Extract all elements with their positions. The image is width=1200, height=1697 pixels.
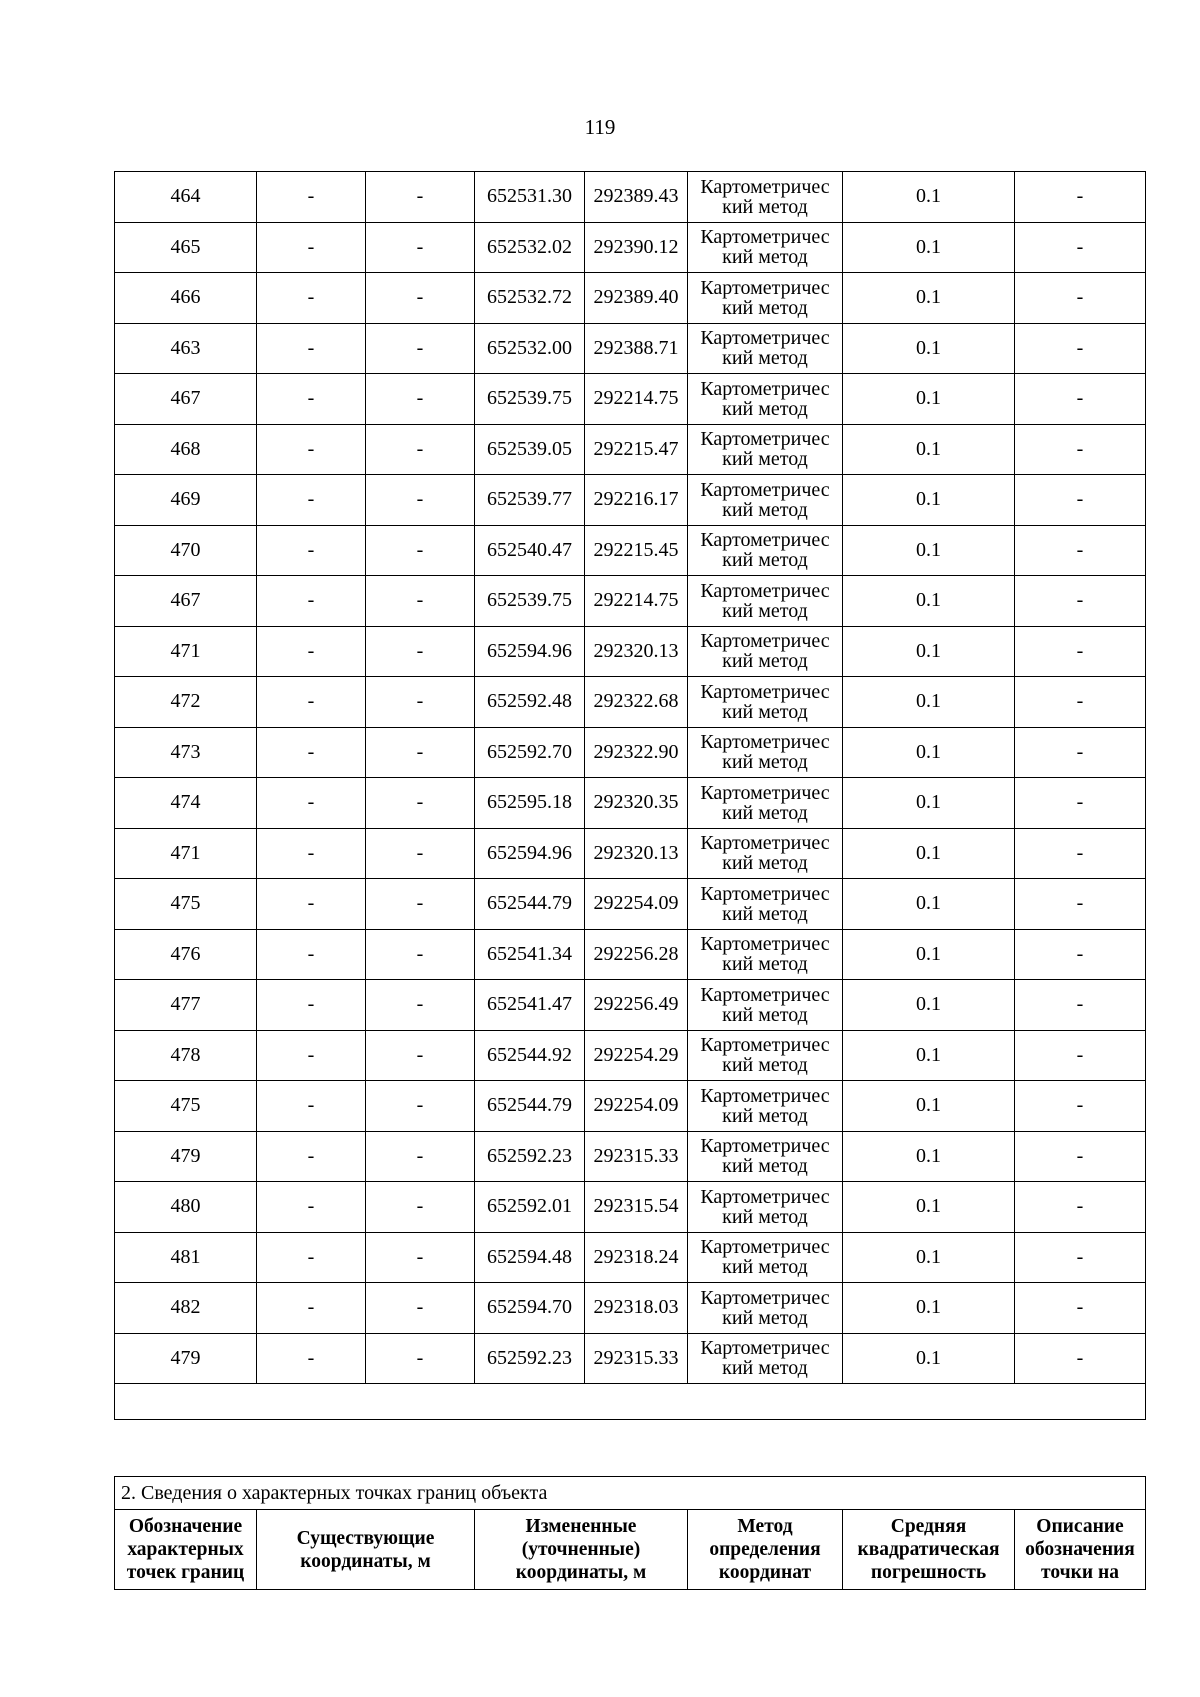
description-cell: -: [1015, 475, 1146, 526]
mean-error-cell: 0.1: [843, 1131, 1015, 1182]
point-number-cell: 467: [115, 374, 257, 425]
description-cell: -: [1015, 677, 1146, 728]
existing-y-cell: -: [366, 576, 475, 627]
new-y-cell: 292322.68: [585, 677, 688, 728]
mean-error-cell: 0.1: [843, 980, 1015, 1031]
header-point-designation-line: точек границ: [126, 1562, 245, 1583]
table-row: [115, 273, 1146, 324]
method-cell: [688, 1131, 843, 1182]
header-point-designation-line: Обозначение: [128, 1516, 243, 1537]
table-row: [115, 1232, 1146, 1283]
method-cell: [688, 1182, 843, 1233]
method-line: кий метод: [722, 1256, 808, 1279]
method-cell: [688, 1030, 843, 1081]
method-cell: [688, 323, 843, 374]
existing-x-cell: -: [257, 677, 366, 728]
table-row: [115, 1030, 1146, 1081]
mean-error-cell: 0.1: [843, 828, 1015, 879]
method-line: кий метод: [722, 1054, 808, 1077]
method-line: кий метод: [722, 296, 808, 319]
mean-error-cell: 0.1: [843, 1283, 1015, 1334]
table-row: [115, 424, 1146, 475]
existing-y-cell: -: [366, 980, 475, 1031]
description-cell: -: [1015, 374, 1146, 425]
method-cell: [688, 626, 843, 677]
mean-error-cell: 0.1: [843, 374, 1015, 425]
mean-error-cell: 0.1: [843, 727, 1015, 778]
header-changed-coordinates: [475, 1510, 688, 1590]
point-number-cell: 467: [115, 576, 257, 627]
table-row: [115, 727, 1146, 778]
header-description: [1015, 1510, 1146, 1590]
existing-y-cell: -: [366, 323, 475, 374]
description-cell: -: [1015, 727, 1146, 778]
new-x-cell: 652532.72: [475, 273, 585, 324]
existing-y-cell: -: [366, 677, 475, 728]
point-number-cell: 475: [115, 1081, 257, 1132]
table-row: [115, 1283, 1146, 1334]
method-line: кий метод: [722, 1104, 808, 1127]
mean-error-cell: 0.1: [843, 1030, 1015, 1081]
point-number-cell: 480: [115, 1182, 257, 1233]
method-line: Картометричес: [700, 1236, 830, 1259]
new-x-cell: 652592.70: [475, 727, 585, 778]
header-description-line: обозначения: [1025, 1539, 1135, 1560]
table-row: [115, 525, 1146, 576]
header-method: [688, 1510, 843, 1590]
existing-x-cell: -: [257, 576, 366, 627]
method-line: Картометричес: [700, 832, 830, 855]
method-line: Картометричес: [700, 1084, 830, 1107]
header-mean-error-line: погрешность: [870, 1562, 987, 1583]
mean-error-cell: 0.1: [843, 1333, 1015, 1384]
existing-y-cell: -: [366, 172, 475, 223]
existing-y-cell: -: [366, 727, 475, 778]
existing-x-cell: -: [257, 475, 366, 526]
new-y-cell: 292254.09: [585, 879, 688, 930]
table-row: [115, 828, 1146, 879]
mean-error-cell: 0.1: [843, 778, 1015, 829]
new-x-cell: 652539.77: [475, 475, 585, 526]
mean-error-cell: 0.1: [843, 1182, 1015, 1233]
method-line: кий метод: [722, 1155, 808, 1178]
table-row: [115, 677, 1146, 728]
method-line: Картометричес: [700, 327, 830, 350]
new-x-cell: 652544.79: [475, 1081, 585, 1132]
description-cell: -: [1015, 1131, 1146, 1182]
point-number-cell: 476: [115, 929, 257, 980]
method-cell: [688, 929, 843, 980]
description-cell: -: [1015, 1283, 1146, 1334]
mean-error-cell: 0.1: [843, 677, 1015, 728]
method-line: Картометричес: [700, 1286, 830, 1309]
description-cell: -: [1015, 1081, 1146, 1132]
method-line: кий метод: [722, 549, 808, 572]
existing-y-cell: -: [366, 778, 475, 829]
point-number-cell: 474: [115, 778, 257, 829]
mean-error-cell: 0.1: [843, 929, 1015, 980]
existing-y-cell: -: [366, 929, 475, 980]
existing-y-cell: -: [366, 222, 475, 273]
mean-error-cell: 0.1: [843, 525, 1015, 576]
method-cell: [688, 1333, 843, 1384]
point-number-cell: 479: [115, 1333, 257, 1384]
method-line: Картометричес: [700, 680, 830, 703]
description-cell: -: [1015, 879, 1146, 930]
new-y-cell: 292388.71: [585, 323, 688, 374]
new-x-cell: 652594.96: [475, 626, 585, 677]
header-point-designation-line: характерных: [127, 1539, 244, 1560]
point-number-cell: 471: [115, 626, 257, 677]
table-row: [115, 222, 1146, 273]
mean-error-cell: 0.1: [843, 172, 1015, 223]
new-x-cell: 652539.75: [475, 576, 585, 627]
existing-x-cell: -: [257, 1283, 366, 1334]
point-number-cell: 481: [115, 1232, 257, 1283]
existing-y-cell: -: [366, 374, 475, 425]
method-line: кий метод: [722, 700, 808, 723]
new-y-cell: 292214.75: [585, 374, 688, 425]
method-line: Картометричес: [700, 1185, 830, 1208]
table-blank-row: [115, 1384, 1146, 1420]
method-cell: [688, 172, 843, 223]
new-x-cell: 652592.23: [475, 1333, 585, 1384]
existing-x-cell: -: [257, 222, 366, 273]
existing-y-cell: -: [366, 1131, 475, 1182]
point-number-cell: 479: [115, 1131, 257, 1182]
method-line: кий метод: [722, 751, 808, 774]
existing-x-cell: -: [257, 374, 366, 425]
method-line: Картометричес: [700, 428, 830, 451]
method-line: Картометричес: [700, 175, 830, 198]
existing-x-cell: -: [257, 1333, 366, 1384]
mean-error-cell: 0.1: [843, 879, 1015, 930]
method-cell: [688, 576, 843, 627]
new-y-cell: 292389.43: [585, 172, 688, 223]
table-row: [115, 1131, 1146, 1182]
existing-x-cell: -: [257, 1232, 366, 1283]
mean-error-cell: 0.1: [843, 475, 1015, 526]
new-y-cell: 292322.90: [585, 727, 688, 778]
new-x-cell: 652592.23: [475, 1131, 585, 1182]
existing-x-cell: -: [257, 424, 366, 475]
header-existing-coordinates-line: Существующие: [296, 1527, 435, 1549]
new-y-cell: 292254.09: [585, 1081, 688, 1132]
new-x-cell: 652594.96: [475, 828, 585, 879]
header-mean-error-line: квадратическая: [857, 1539, 1000, 1560]
method-line: кий метод: [722, 599, 808, 622]
new-y-cell: 292315.54: [585, 1182, 688, 1233]
existing-y-cell: -: [366, 1081, 475, 1132]
existing-x-cell: -: [257, 828, 366, 879]
description-cell: -: [1015, 1232, 1146, 1283]
method-line: Картометричес: [700, 630, 830, 653]
point-number-cell: 464: [115, 172, 257, 223]
new-y-cell: 292315.33: [585, 1333, 688, 1384]
method-line: кий метод: [722, 397, 808, 420]
existing-y-cell: -: [366, 475, 475, 526]
description-cell: -: [1015, 222, 1146, 273]
point-number-cell: 478: [115, 1030, 257, 1081]
new-y-cell: 292320.13: [585, 828, 688, 879]
new-y-cell: 292215.47: [585, 424, 688, 475]
new-y-cell: 292215.45: [585, 525, 688, 576]
method-line: Картометричес: [700, 731, 830, 754]
point-number-cell: 473: [115, 727, 257, 778]
section2-title: 2. Сведения о характерных точках границ объекта: [115, 1477, 1146, 1510]
method-line: кий метод: [722, 1306, 808, 1329]
method-line: кий метод: [722, 448, 808, 471]
mean-error-cell: 0.1: [843, 576, 1015, 627]
existing-y-cell: -: [366, 1182, 475, 1233]
mean-error-cell: 0.1: [843, 1081, 1015, 1132]
method-line: Картометричес: [700, 1135, 830, 1158]
table-row: [115, 879, 1146, 930]
blank-cell: [115, 1384, 1146, 1420]
method-cell: [688, 1081, 843, 1132]
new-x-cell: 652532.02: [475, 222, 585, 273]
point-number-cell: 466: [115, 273, 257, 324]
new-x-cell: 652594.70: [475, 1283, 585, 1334]
mean-error-cell: 0.1: [843, 222, 1015, 273]
description-cell: -: [1015, 828, 1146, 879]
point-number-cell: 471: [115, 828, 257, 879]
method-line: кий метод: [722, 195, 808, 218]
existing-y-cell: -: [366, 424, 475, 475]
existing-x-cell: -: [257, 778, 366, 829]
header-description-line: Описание: [1036, 1516, 1124, 1537]
mean-error-cell: 0.1: [843, 273, 1015, 324]
table-row: [115, 778, 1146, 829]
method-line: Картометричес: [700, 933, 830, 956]
table-row: [115, 980, 1146, 1031]
method-line: кий метод: [722, 801, 808, 824]
method-line: кий метод: [722, 347, 808, 370]
existing-x-cell: -: [257, 980, 366, 1031]
new-y-cell: 292315.33: [585, 1131, 688, 1182]
point-number-cell: 469: [115, 475, 257, 526]
new-y-cell: 292318.24: [585, 1232, 688, 1283]
method-cell: [688, 525, 843, 576]
method-cell: [688, 778, 843, 829]
existing-y-cell: -: [366, 525, 475, 576]
method-cell: [688, 727, 843, 778]
new-y-cell: 292256.28: [585, 929, 688, 980]
description-cell: -: [1015, 273, 1146, 324]
table-row: [115, 929, 1146, 980]
section2-header-row: [115, 1510, 1146, 1590]
point-number-cell: 477: [115, 980, 257, 1031]
new-x-cell: 652531.30: [475, 172, 585, 223]
method-cell: [688, 475, 843, 526]
method-line: кий метод: [722, 1205, 808, 1228]
mean-error-cell: 0.1: [843, 1232, 1015, 1283]
new-x-cell: 652541.34: [475, 929, 585, 980]
point-number-cell: 475: [115, 879, 257, 930]
section2-table: [114, 1476, 1146, 1590]
header-method-line: определения: [709, 1539, 821, 1560]
new-y-cell: 292254.29: [585, 1030, 688, 1081]
coordinates-table: [114, 171, 1146, 1420]
method-line: Картометричес: [700, 1337, 830, 1360]
method-line: Картометричес: [700, 882, 830, 905]
new-y-cell: 292320.35: [585, 778, 688, 829]
description-cell: -: [1015, 1030, 1146, 1081]
method-line: Картометричес: [700, 579, 830, 602]
page-number: 119: [584, 115, 616, 139]
point-number-cell: 468: [115, 424, 257, 475]
new-y-cell: 292216.17: [585, 475, 688, 526]
point-number-cell: 472: [115, 677, 257, 728]
existing-x-cell: -: [257, 525, 366, 576]
existing-x-cell: -: [257, 1182, 366, 1233]
method-line: Картометричес: [700, 276, 830, 299]
existing-x-cell: -: [257, 273, 366, 324]
description-cell: -: [1015, 525, 1146, 576]
description-cell: -: [1015, 980, 1146, 1031]
existing-x-cell: -: [257, 172, 366, 223]
method-line: Картометричес: [700, 1034, 830, 1057]
table-row: [115, 626, 1146, 677]
method-line: Картометричес: [700, 983, 830, 1006]
new-x-cell: 652595.18: [475, 778, 585, 829]
existing-x-cell: -: [257, 323, 366, 374]
mean-error-cell: 0.1: [843, 424, 1015, 475]
point-number-cell: 482: [115, 1283, 257, 1334]
method-line: кий метод: [722, 498, 808, 521]
existing-x-cell: -: [257, 1030, 366, 1081]
description-cell: -: [1015, 929, 1146, 980]
existing-y-cell: -: [366, 828, 475, 879]
method-line: кий метод: [722, 650, 808, 673]
method-line: Картометричес: [700, 781, 830, 804]
description-cell: -: [1015, 626, 1146, 677]
coordinates-table-body: [115, 172, 1146, 1420]
existing-x-cell: -: [257, 879, 366, 930]
new-x-cell: 652594.48: [475, 1232, 585, 1283]
header-mean-error: [843, 1510, 1015, 1590]
method-cell: [688, 273, 843, 324]
new-y-cell: 292390.12: [585, 222, 688, 273]
method-line: Картометричес: [700, 377, 830, 400]
method-line: кий метод: [722, 953, 808, 976]
new-y-cell: 292214.75: [585, 576, 688, 627]
table-row: [115, 576, 1146, 627]
description-cell: -: [1015, 1182, 1146, 1233]
method-line: Картометричес: [700, 529, 830, 552]
method-cell: [688, 828, 843, 879]
header-existing-coordinates: [257, 1510, 475, 1590]
new-x-cell: 652540.47: [475, 525, 585, 576]
point-number-cell: 463: [115, 323, 257, 374]
method-line: Картометричес: [700, 478, 830, 501]
existing-x-cell: -: [257, 1081, 366, 1132]
new-y-cell: 292318.03: [585, 1283, 688, 1334]
new-x-cell: 652532.00: [475, 323, 585, 374]
header-changed-coordinates-line: (уточненные): [521, 1539, 641, 1560]
mean-error-cell: 0.1: [843, 626, 1015, 677]
header-method-line: Метод: [737, 1516, 793, 1537]
existing-x-cell: -: [257, 929, 366, 980]
method-cell: [688, 1232, 843, 1283]
description-cell: -: [1015, 172, 1146, 223]
mean-error-cell: 0.1: [843, 323, 1015, 374]
new-x-cell: 652541.47: [475, 980, 585, 1031]
header-mean-error-line: Средняя: [890, 1516, 967, 1537]
method-cell: [688, 222, 843, 273]
new-x-cell: 652544.92: [475, 1030, 585, 1081]
new-x-cell: 652539.75: [475, 374, 585, 425]
new-y-cell: 292320.13: [585, 626, 688, 677]
point-number-cell: 470: [115, 525, 257, 576]
header-changed-coordinates-line: Измененные: [525, 1516, 637, 1537]
section2-title-row: [115, 1477, 1146, 1510]
method-cell: [688, 1283, 843, 1334]
header-existing-coordinates-line: координаты, м: [300, 1550, 431, 1572]
existing-x-cell: -: [257, 1131, 366, 1182]
new-x-cell: 652592.48: [475, 677, 585, 728]
existing-y-cell: -: [366, 273, 475, 324]
table-row: [115, 172, 1146, 223]
table-row: [115, 1081, 1146, 1132]
header-changed-coordinates-line: координаты, м: [515, 1562, 647, 1583]
table-row: [115, 374, 1146, 425]
method-line: кий метод: [722, 902, 808, 925]
header-method-line: координат: [718, 1562, 812, 1583]
method-cell: [688, 980, 843, 1031]
description-cell: -: [1015, 424, 1146, 475]
description-cell: -: [1015, 1333, 1146, 1384]
description-cell: -: [1015, 323, 1146, 374]
existing-y-cell: -: [366, 1283, 475, 1334]
table-row: [115, 1333, 1146, 1384]
method-cell: [688, 879, 843, 930]
description-cell: -: [1015, 778, 1146, 829]
header-point-designation: [115, 1510, 257, 1590]
new-y-cell: 292256.49: [585, 980, 688, 1031]
table-row: [115, 475, 1146, 526]
new-y-cell: 292389.40: [585, 273, 688, 324]
header-description-line: точки на: [1041, 1562, 1119, 1583]
point-number-cell: 465: [115, 222, 257, 273]
method-line: кий метод: [722, 852, 808, 875]
table-row: [115, 1182, 1146, 1233]
method-line: кий метод: [722, 1357, 808, 1380]
existing-x-cell: -: [257, 727, 366, 778]
existing-y-cell: -: [366, 1232, 475, 1283]
new-x-cell: 652544.79: [475, 879, 585, 930]
new-x-cell: 652539.05: [475, 424, 585, 475]
existing-y-cell: -: [366, 626, 475, 677]
method-cell: [688, 424, 843, 475]
method-line: Картометричес: [700, 226, 830, 249]
existing-x-cell: -: [257, 626, 366, 677]
method-line: кий метод: [722, 246, 808, 269]
method-cell: [688, 677, 843, 728]
new-x-cell: 652592.01: [475, 1182, 585, 1233]
existing-y-cell: -: [366, 879, 475, 930]
existing-y-cell: -: [366, 1030, 475, 1081]
table-row: [115, 323, 1146, 374]
description-cell: -: [1015, 576, 1146, 627]
existing-y-cell: -: [366, 1333, 475, 1384]
method-line: кий метод: [722, 1003, 808, 1026]
method-cell: [688, 374, 843, 425]
